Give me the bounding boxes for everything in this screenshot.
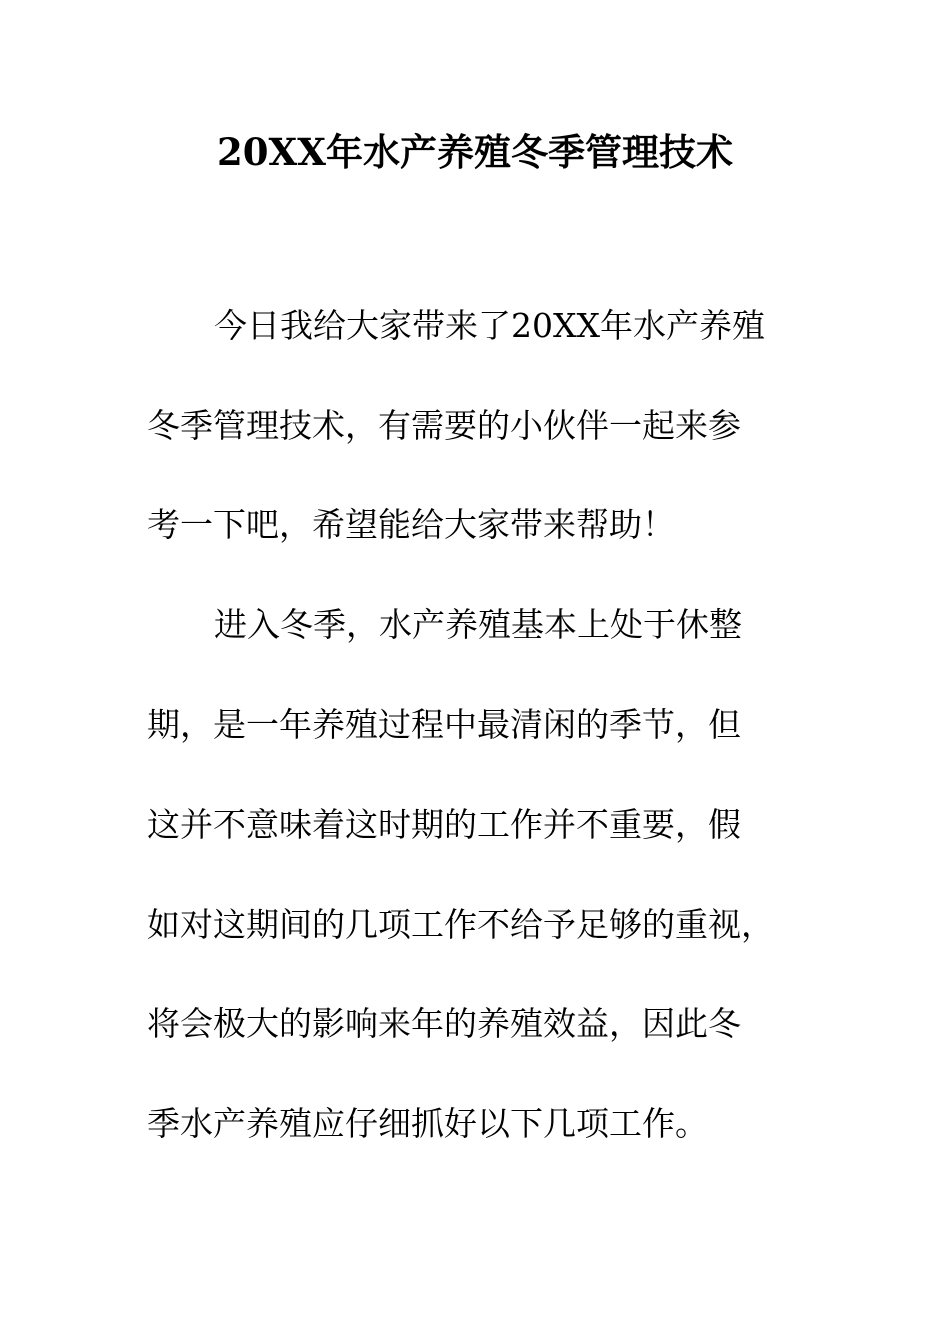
paragraph-line: 考一下吧，希望能给大家带来帮助！ [147, 505, 675, 544]
paragraph-line: 今日我给大家带来了20XX年水产养殖 [214, 306, 765, 345]
paragraph-line: 进入冬季，水产养殖基本上处于休整 [214, 605, 742, 644]
paragraph-line: 季水产养殖应仔细抓好以下几项工作。 [147, 1104, 708, 1143]
document-title: 20XX年水产养殖冬季管理技术 [217, 130, 733, 174]
paragraph-line: 这并不意味着这时期的工作并不重要，假 [147, 805, 741, 844]
paragraph-line: 如对这期间的几项工作不给予足够的重视， [147, 905, 774, 944]
paragraph-line: 期，是一年养殖过程中最清闲的季节，但 [147, 705, 741, 744]
paragraph-line: 将会极大的影响来年的养殖效益，因此冬 [147, 1004, 741, 1043]
paragraph-line: 冬季管理技术，有需要的小伙伴一起来参 [147, 406, 741, 445]
